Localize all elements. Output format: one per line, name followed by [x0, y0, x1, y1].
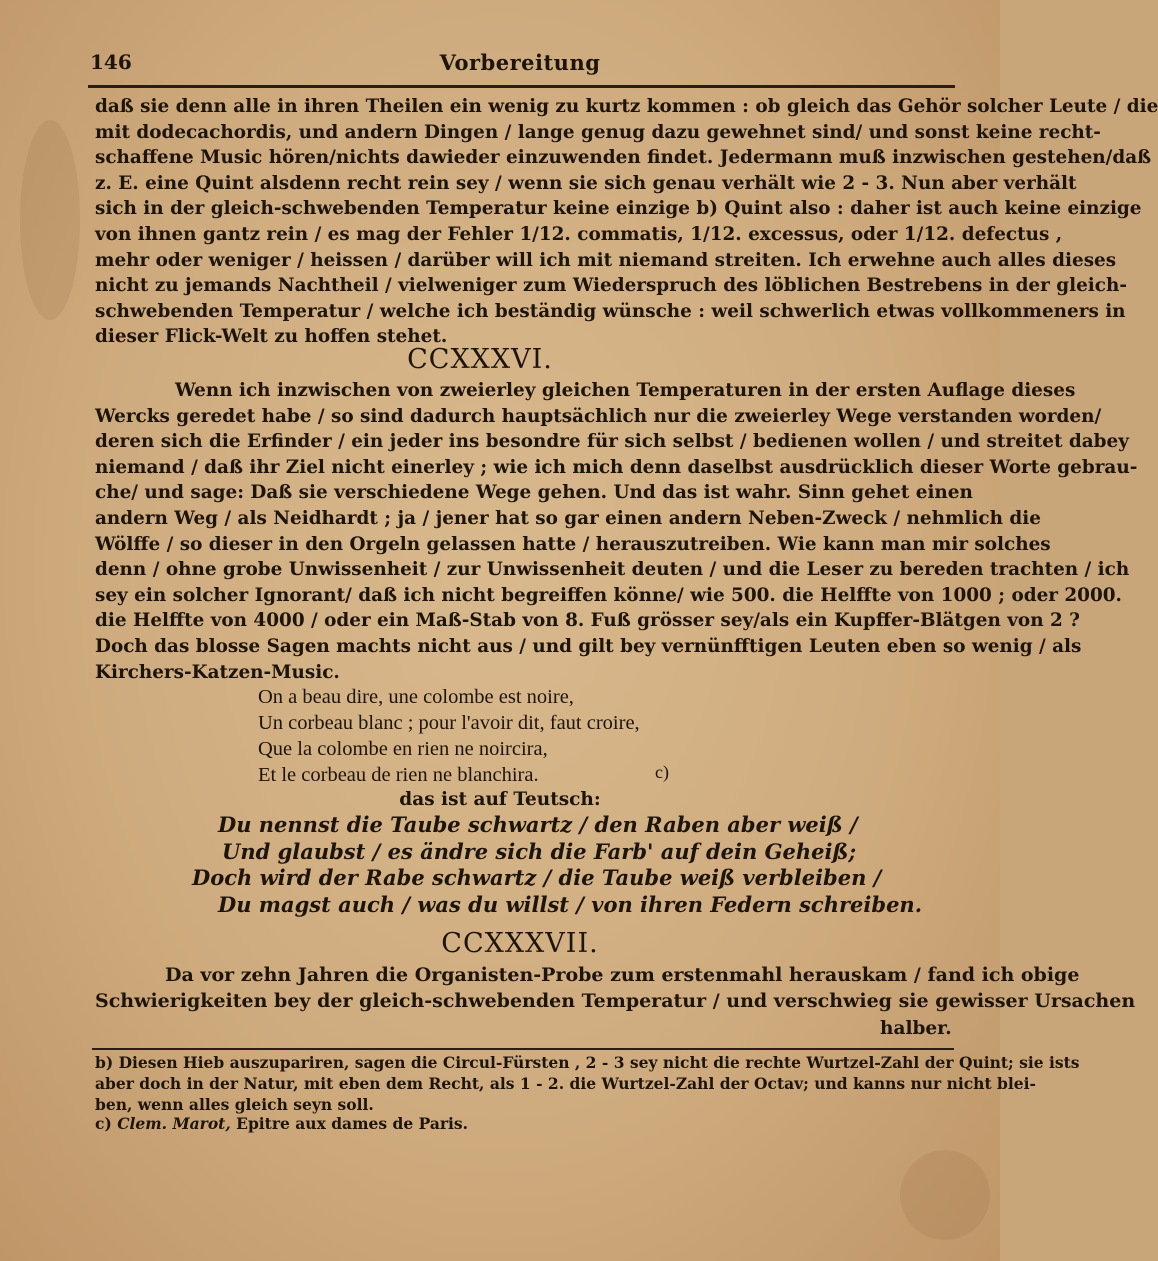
text-line: Doch das blosse Sagen machts nicht aus / und gilt bey vernünfftigen Leuten eben so wenig / als: [95, 635, 1082, 657]
footnote-author: Clem. Marot,: [117, 1114, 231, 1133]
verse-line: On a beau dire, une colombe est noire,: [258, 686, 574, 708]
verse-line: Et le corbeau de rien ne blanchira.: [258, 764, 539, 786]
text-line: mit dodecachordis, und andern Dingen / lange genug dazu gewehnet sind/ und sonst keine recht-: [95, 121, 1101, 143]
text-line: sich in der gleich-schwebenden Temperatur keine einzige b) Quint also : daher ist auch keine einzige: [95, 198, 1142, 220]
verse-line: Du magst auch / was du willst / von ihren Federn schreiben.: [218, 891, 923, 917]
footnote-b: [95, 1052, 1080, 1115]
french-verse: [258, 684, 640, 788]
section-heading: CCXXXVI.: [407, 344, 553, 375]
text-line: schaffene Music hören/nichts dawieder einzuwenden findet. Jedermann muß inzwischen gestehen/daß: [95, 147, 1152, 169]
text-line: Da vor zehn Jahren die Organisten-Probe zum erstenmahl herauskam / fand ich obige: [165, 964, 1080, 986]
text-line: dieser Flick-Welt zu hoffen stehet.: [95, 326, 448, 348]
text-line: denn / ohne grobe Unwissenheit / zur Unwissenheit deuten / und die Leser zu bereden trachten / ich: [95, 559, 1130, 581]
footnote-work: Epitre aux dames de Paris.: [236, 1114, 469, 1133]
paragraph-1: [95, 94, 1158, 350]
text-line: sey ein solcher Ignorant/ daß ich nicht begreiffen könne/ wie 500. die Helffte von 1000 ; oder 2000.: [95, 584, 1122, 606]
footnote-marker: c): [95, 1114, 112, 1133]
text-line: deren sich die Erfinder / ein jeder ins besondre für sich selbst / bedienen wollen / und streitet dabey: [95, 431, 1129, 453]
text-line: die Helffte von 4000 / oder ein Maß-Stab von 8. Fuß grösser sey/als ein Kupffer-Blätgen von 2 ?: [95, 610, 1080, 632]
paragraph-2: [95, 378, 1138, 685]
translation-intro: das ist auf Teutsch:: [399, 789, 601, 810]
paper-stain: [20, 120, 80, 320]
text-line: che/ und sage: Daß sie verschiedene Wege gehen. Und das ist wahr. Sinn gehet einen: [95, 482, 973, 504]
text-line: Schwierigkeiten bey der gleich-schwebenden Temperatur / und verschwieg sie gewisser Ursachen: [95, 990, 1136, 1012]
section-heading: CCXXXVII.: [441, 928, 599, 959]
footnote-line: ben, wenn alles gleich seyn soll.: [95, 1095, 374, 1114]
text-line: von ihnen gantz rein / es mag der Fehler 1/12. commatis, 1/12. excessus, oder 1/12. defectus ,: [95, 223, 1063, 245]
text-line: z. E. eine Quint alsdenn recht rein sey / wenn sie sich genau verhält wie 2 - 3. Nun aber verhält: [95, 172, 1077, 194]
text-line: Wercks geredet habe / so sind dadurch hauptsächlich nur die zweierley Wege verstanden worden/: [95, 405, 1102, 427]
verse-line: Un corbeau blanc ; pour l'avoir dit, faut croire,: [258, 712, 640, 734]
text-line: Wenn ich inzwischen von zweierley gleichen Temperaturen in der ersten Auflage dieses: [175, 380, 1076, 401]
text-line: andern Weg / als Neidhardt ; ja / jener hat so gar einen andern Neben-Zweck / nehmlich die: [95, 507, 1041, 529]
paper-stain: [900, 1150, 990, 1240]
text-line: mehr oder weniger / heissen / darüber will ich mit niemand streiten. Ich erwehne auch alles dieses: [95, 249, 1117, 271]
paragraph-3: [95, 962, 1136, 1014]
footnote-marker: c): [655, 762, 669, 782]
text-line: schwebenden Temperatur / welche ich beständig wünsche : weil schwerlich etwas vollkommeners in: [95, 300, 1126, 322]
verse-line: Doch wird der Rabe schwartz / die Taube weiß verbleiben /: [192, 865, 882, 890]
verse-line: Que la colombe en rien ne noircira,: [258, 738, 548, 760]
text-line: Kirchers-Katzen-Music.: [95, 661, 340, 683]
german-verse: [192, 812, 923, 918]
verse-line: Und glaubst / es ändre sich die Farb' auf dein Geheiß;: [222, 838, 857, 864]
catchword: halber.: [880, 1018, 952, 1039]
page-header: [80, 50, 960, 80]
footnote-rule: [92, 1048, 954, 1050]
verse-line: Du nennst die Taube schwartz / den Raben aber weiß /: [218, 812, 858, 837]
text-line: Wölffe / so dieser in den Orgeln gelassen hatte / herauszutreiben. Wie kann man mir solches: [95, 533, 1051, 555]
text-line: nicht zu jemands Nachtheil / vielweniger zum Wiederspruch des löblichen Bestrebens in der gleich-: [95, 275, 1127, 297]
text-line: daß sie denn alle in ihren Theilen ein wenig zu kurtz kommen : ob gleich das Gehör solcher Leute / die: [95, 96, 1158, 117]
text-line: niemand / daß ihr Ziel nicht einerley ; wie ich mich denn daselbst ausdrücklich dieser Worte gebrau-: [95, 456, 1138, 478]
footnote-line: aber doch in der Natur, mit eben dem Recht, als 1 - 2. die Wurtzel-Zahl der Octav; und kanns nur nicht blei-: [95, 1074, 1036, 1093]
header-rule: [88, 85, 955, 88]
footnote-line: b) Diesen Hieb auszupariren, sagen die Circul-Fürsten , 2 - 3 sey nicht die rechte Wurtzel-Zahl der Quint; sie ists: [95, 1053, 1080, 1072]
running-title: Vorbereitung: [439, 50, 601, 75]
footnote-c: [95, 1114, 955, 1133]
page-number: 146: [90, 50, 132, 74]
